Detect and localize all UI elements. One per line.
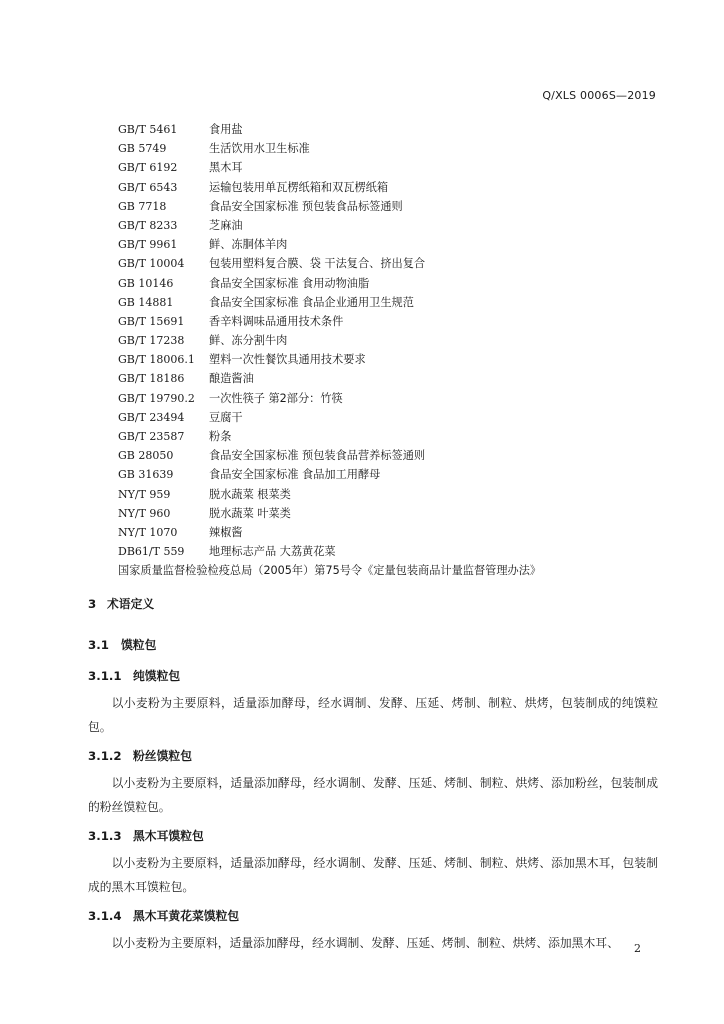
- reference-title: 辣椒酱: [209, 525, 243, 539]
- reference-title: 豆腐干: [209, 410, 243, 424]
- reference-title: 运输包装用单瓦楞纸箱和双瓦楞纸箱: [209, 180, 389, 194]
- reference-item: [118, 120, 678, 139]
- reference-code: GB/T 5461: [118, 123, 178, 136]
- reference-item: [118, 293, 678, 312]
- reference-title: 鲜、冻胴体羊肉: [209, 238, 288, 252]
- reference-title: 食品安全国家标准 食用动物油脂: [209, 276, 370, 290]
- clause-title: 馍粒包: [121, 638, 157, 652]
- reference-code: GB 31639: [118, 468, 174, 482]
- reference-title: 一次性筷子 第2部分：竹筷: [209, 391, 343, 405]
- section-title: 术语定义: [107, 597, 155, 611]
- reference-item: [118, 235, 678, 254]
- reference-code: NY/T 959: [118, 487, 171, 501]
- term-definition: 以小麦粉为主要原料，适量添加酵母，经水调制、发酵、压延、烤制、制粒、烘烤、添加黑木耳，包装制成的黑木耳馍粒包。: [88, 856, 658, 894]
- reference-item: [118, 216, 678, 235]
- reference-item: [118, 158, 678, 177]
- reference-item: [118, 274, 678, 293]
- reference-item: [118, 312, 678, 331]
- term-heading: [88, 827, 658, 849]
- reference-code: GB 10146: [118, 276, 174, 290]
- reference-code: GB/T 8233: [118, 218, 178, 232]
- reference-item: [118, 254, 678, 273]
- reference-item: [118, 427, 678, 446]
- reference-item: [118, 389, 678, 408]
- reference-code: GB/T 9961: [118, 238, 178, 252]
- term-heading: [88, 907, 658, 929]
- term-title: 黑木耳黄花菜馍粒包: [133, 909, 240, 923]
- term-number: 3.1.2: [88, 749, 122, 763]
- reference-title: 食品安全国家标准 食品企业通用卫生规范: [209, 295, 414, 309]
- normative-references-list: [118, 120, 678, 581]
- reference-code: GB 5749: [118, 142, 167, 156]
- term-heading: [88, 747, 658, 769]
- reference-title: 粉条: [209, 430, 232, 443]
- reference-code: GB/T 10004: [118, 257, 185, 271]
- reference-title: 食品安全国家标准 预包装食品营养标签通则: [209, 449, 426, 463]
- reference-title: 脱水蔬菜 根菜类: [209, 487, 291, 501]
- reference-code: GB/T 6543: [118, 180, 178, 194]
- reference-code: NY/T 1070: [118, 525, 178, 539]
- clause-heading: [88, 636, 658, 658]
- reference-code: GB/T 17238: [118, 334, 185, 348]
- reference-title: 地理标志产品 大荔黄花菜: [209, 545, 336, 559]
- reference-title: 芝麻油: [209, 218, 243, 232]
- term-title: 黑木耳馍粒包: [133, 829, 204, 843]
- terms-and-definitions-section: [88, 595, 658, 956]
- reference-title: 脱水蔬菜 叶菜类: [209, 506, 291, 520]
- term-heading: [88, 667, 658, 689]
- reference-title: 包装用塑料复合膜、袋 干法复合、挤出复合: [209, 257, 426, 271]
- reference-title: 食用盐: [209, 123, 243, 136]
- reference-title: 酿造酱油: [209, 372, 254, 386]
- reference-code: GB/T 18006.1: [118, 353, 195, 367]
- reference-item: [118, 139, 678, 158]
- reference-code: GB/T 23587: [118, 430, 185, 443]
- section-number: 3: [88, 597, 97, 611]
- reference-item: [118, 369, 678, 388]
- reference-code: NY/T 960: [118, 506, 171, 520]
- page-number: 2: [634, 942, 641, 955]
- clause-number: 3.1: [88, 638, 109, 652]
- term-number: 3.1.4: [88, 909, 122, 923]
- reference-title: 食品安全国家标准 食品加工用酵母: [209, 468, 381, 482]
- reference-code: GB/T 18186: [118, 372, 185, 386]
- reference-code: GB/T 6192: [118, 161, 178, 175]
- reference-code: GB 14881: [118, 295, 174, 309]
- term-title: 粉丝馍粒包: [133, 749, 192, 763]
- reference-title: 鲜、冻分割牛肉: [209, 334, 288, 348]
- reference-title: 黑木耳: [209, 161, 243, 175]
- term-definition: 以小麦粉为主要原料，适量添加酵母，经水调制、发酵、压延、烤制、制粒、烘烤、添加粉丝，包装制成的粉丝馍粒包。: [88, 776, 658, 814]
- reference-item: [118, 408, 678, 427]
- reference-title: 生活饮用水卫生标准: [209, 142, 310, 156]
- document-code: Q/XLS 0006S—2019: [542, 89, 656, 102]
- reference-note: 国家质量监督检验检疫总局（2005年）第75号令《定量包装商品计量监督管理办法》: [118, 564, 542, 578]
- reference-code: GB/T 19790.2: [118, 391, 195, 405]
- reference-code: DB61/T 559: [118, 545, 185, 559]
- term-definition: 以小麦粉为主要原料，适量添加酵母，经水调制、发酵、压延、烤制、制粒、烘烤、添加黑木耳、: [111, 936, 619, 950]
- reference-title: 香辛料调味品通用技术条件: [209, 314, 344, 328]
- reference-item: [118, 350, 678, 369]
- term-definition: 以小麦粉为主要原料，适量添加酵母，经水调制、发酵、压延、烤制、制粒、烘烤，包装制成的纯馍粒包。: [88, 696, 658, 734]
- section-heading: [88, 595, 658, 617]
- reference-code: GB 7718: [118, 199, 167, 213]
- reference-code: GB/T 15691: [118, 314, 185, 328]
- reference-item: [118, 331, 678, 350]
- reference-item: [118, 178, 678, 197]
- reference-item: [118, 197, 678, 216]
- term-number: 3.1.1: [88, 669, 122, 683]
- reference-item: [118, 542, 678, 561]
- reference-item: [118, 485, 678, 504]
- reference-item: [118, 446, 678, 465]
- reference-item: [118, 465, 678, 484]
- term-title: 纯馍粒包: [133, 669, 181, 683]
- reference-title: 食品安全国家标准 预包装食品标签通则: [209, 199, 403, 213]
- reference-code: GB/T 23494: [118, 410, 185, 424]
- reference-item: [118, 504, 678, 523]
- reference-item: [118, 523, 678, 542]
- term-number: 3.1.3: [88, 829, 122, 843]
- reference-code: GB 28050: [118, 449, 174, 463]
- reference-title: 塑料一次性餐饮具通用技术要求: [209, 353, 366, 367]
